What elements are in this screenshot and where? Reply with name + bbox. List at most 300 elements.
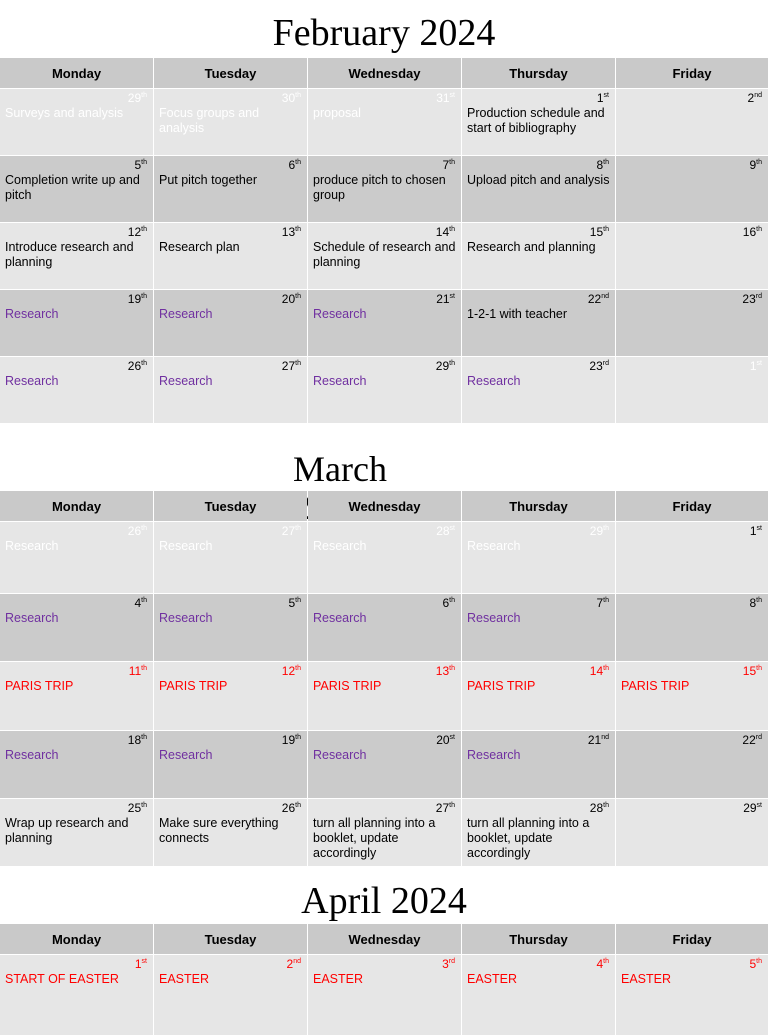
day-number	[282, 292, 301, 306]
day-number-value: 28	[436, 524, 450, 538]
day-cell[interactable]	[616, 662, 768, 730]
day-number	[750, 359, 762, 373]
day-event-text: Research	[313, 539, 367, 553]
day-number-value: 7	[442, 158, 450, 172]
day-event-text: Research	[5, 611, 59, 625]
day-cell[interactable]	[154, 522, 307, 593]
day-cell[interactable]	[0, 594, 153, 661]
day-event-text: Research	[313, 374, 367, 388]
day-number	[282, 664, 301, 678]
day-event-text: PARIS TRIP	[467, 679, 536, 693]
weekday-header-monday: Monday	[0, 58, 153, 88]
weekday-header-wednesday: Wednesday	[308, 58, 461, 88]
day-number	[282, 225, 301, 239]
calendar-march	[0, 491, 768, 866]
day-number-value: 21	[587, 733, 602, 747]
day-number-suffix: nd	[293, 958, 301, 965]
day-number-suffix: th	[603, 597, 609, 604]
day-cell[interactable]	[154, 955, 307, 1035]
day-cell[interactable]	[616, 156, 768, 222]
day-number	[749, 158, 762, 172]
day-cell[interactable]	[308, 799, 461, 866]
day-number	[288, 158, 301, 172]
day-cell[interactable]	[154, 156, 307, 222]
day-number	[134, 158, 147, 172]
day-number-value: 18	[127, 733, 142, 747]
day-number-value: 1	[749, 359, 757, 373]
day-number	[282, 801, 301, 815]
day-number-suffix: st	[603, 92, 609, 99]
day-cell[interactable]	[0, 223, 153, 289]
day-event-text: EASTER	[467, 972, 518, 986]
day-cell[interactable]	[616, 223, 768, 289]
day-number-value: 20	[436, 733, 450, 747]
weekday-header-friday: Friday	[616, 58, 768, 88]
month-title-march-text: March	[293, 449, 387, 489]
day-number-value: 26	[127, 359, 142, 373]
day-cell[interactable]	[308, 955, 461, 1035]
weekday-header-monday: Monday	[0, 491, 153, 521]
day-number-value: 8	[596, 158, 604, 172]
day-cell[interactable]	[462, 156, 615, 222]
weekday-header-wednesday: Wednesday	[308, 924, 461, 954]
day-cell[interactable]	[154, 357, 307, 423]
week-row	[0, 156, 768, 222]
day-cell[interactable]	[462, 522, 615, 593]
day-number-suffix: th	[141, 293, 147, 300]
day-event-text: Wrap up research and planning	[5, 816, 129, 845]
day-cell[interactable]	[0, 156, 153, 222]
day-number-suffix: th	[756, 597, 762, 604]
day-cell[interactable]	[462, 662, 615, 730]
calendar-april	[0, 924, 768, 1035]
day-number-suffix: rd	[602, 360, 609, 367]
day-number	[589, 359, 609, 373]
day-number-suffix: rd	[755, 293, 762, 300]
day-number-suffix: th	[603, 226, 609, 233]
day-cell[interactable]	[154, 290, 307, 356]
day-number-value: 28	[589, 801, 604, 815]
day-event-text: Research	[313, 307, 367, 321]
day-event-text: Put pitch together	[159, 173, 257, 187]
day-number-suffix: th	[295, 360, 301, 367]
day-number-value: 13	[281, 225, 296, 239]
day-number	[128, 91, 147, 105]
day-number	[436, 359, 455, 373]
day-number-suffix: st	[449, 734, 455, 741]
day-number-value: 6	[442, 596, 450, 610]
day-number-value: 15	[589, 225, 604, 239]
day-cell[interactable]	[0, 89, 153, 155]
day-event-text: PARIS TRIP	[5, 679, 74, 693]
day-cell[interactable]	[308, 522, 461, 593]
day-cell[interactable]	[154, 662, 307, 730]
day-cell[interactable]	[462, 357, 615, 423]
day-number-value: 14	[589, 664, 604, 678]
day-number	[590, 664, 609, 678]
day-cell[interactable]	[0, 662, 153, 730]
day-number	[128, 524, 147, 538]
day-event-text: PARIS TRIP	[313, 679, 382, 693]
day-cell[interactable]	[308, 594, 461, 661]
day-number	[436, 801, 455, 815]
day-number	[128, 801, 147, 815]
weekday-header-row	[0, 58, 768, 88]
day-cell[interactable]	[462, 955, 615, 1035]
day-number-suffix: nd	[754, 92, 762, 99]
weekday-header-tuesday: Tuesday	[154, 924, 307, 954]
day-event-text: Research	[159, 539, 213, 553]
day-number-value: 22	[742, 733, 756, 747]
weekday-header-thursday: Thursday	[462, 924, 615, 954]
weekday-header-monday: Monday	[0, 924, 153, 954]
day-event-text: PARIS TRIP	[159, 679, 228, 693]
day-number	[750, 524, 762, 538]
day-cell[interactable]	[616, 357, 768, 423]
day-number	[749, 596, 762, 610]
day-number-value: 23	[742, 292, 756, 306]
day-number-suffix: st	[449, 293, 455, 300]
day-event-text: START OF EASTER	[5, 972, 119, 986]
day-cell[interactable]	[0, 731, 153, 798]
day-number-suffix: th	[756, 665, 762, 672]
day-number	[590, 524, 609, 538]
day-cell[interactable]	[462, 223, 615, 289]
day-number	[743, 225, 762, 239]
day-number	[596, 957, 609, 971]
day-number	[282, 91, 301, 105]
day-event-text: Research	[467, 374, 521, 388]
day-cell[interactable]	[462, 290, 615, 356]
day-number-value: 31	[436, 91, 450, 105]
day-event-text: Research and planning	[467, 240, 596, 254]
day-cell[interactable]	[462, 594, 615, 661]
day-number-value: 29	[743, 801, 757, 815]
day-cell[interactable]	[616, 594, 768, 661]
weekday-header-row	[0, 924, 768, 954]
day-number-suffix: th	[295, 597, 301, 604]
day-number	[749, 957, 762, 971]
day-number-value: 5	[749, 957, 757, 971]
day-number	[288, 596, 301, 610]
day-number-value: 6	[288, 158, 296, 172]
day-cell[interactable]	[462, 731, 615, 798]
day-number-suffix: th	[756, 958, 762, 965]
day-number	[128, 292, 147, 306]
day-number-suffix: st	[756, 802, 762, 809]
day-event-text: EASTER	[313, 972, 364, 986]
day-number	[287, 957, 301, 971]
day-number-suffix: th	[295, 525, 301, 532]
day-number	[743, 801, 762, 815]
day-event-text: Production schedule and start of bibliography	[467, 106, 605, 135]
day-number-value: 25	[127, 801, 142, 815]
week-row	[0, 955, 768, 1035]
week-row	[0, 594, 768, 661]
day-cell[interactable]	[616, 955, 768, 1035]
weekday-header-tuesday: Tuesday	[154, 491, 307, 521]
day-number-value: 16	[742, 225, 757, 239]
calendar-february	[0, 58, 768, 423]
day-cell[interactable]	[0, 799, 153, 866]
day-event-text: turn all planning into a booklet, update accordingly	[467, 816, 590, 860]
day-number-value: 30	[281, 91, 296, 105]
day-number-value: 21	[436, 292, 450, 306]
day-number-value: 1	[749, 524, 757, 538]
day-number-value: 29	[127, 91, 142, 105]
day-number-suffix: th	[603, 802, 609, 809]
day-number-suffix: th	[141, 360, 147, 367]
day-event-text: Make sure everything connects	[159, 816, 279, 845]
day-number-suffix: st	[141, 958, 147, 965]
day-number-suffix: th	[756, 226, 762, 233]
week-row	[0, 290, 768, 356]
day-number	[588, 733, 609, 747]
week-row	[0, 357, 768, 423]
day-number-suffix: th	[141, 159, 147, 166]
day-number-value: 4	[596, 957, 604, 971]
day-event-text: PARIS TRIP	[621, 679, 690, 693]
day-event-text: Research	[5, 374, 59, 388]
day-number-suffix: st	[449, 92, 455, 99]
day-event-text: Research	[5, 307, 59, 321]
day-number-suffix: th	[141, 226, 147, 233]
day-number-suffix: th	[141, 92, 147, 99]
day-cell[interactable]	[616, 89, 768, 155]
day-number-suffix: th	[449, 226, 455, 233]
day-cell[interactable]	[0, 955, 153, 1035]
day-number-value: 12	[127, 225, 142, 239]
day-cell[interactable]	[308, 731, 461, 798]
day-number	[436, 524, 455, 538]
day-number-suffix: st	[756, 525, 762, 532]
day-event-text: Research	[5, 748, 59, 762]
week-row	[0, 662, 768, 730]
day-number	[134, 596, 147, 610]
day-number	[742, 292, 762, 306]
day-number	[282, 733, 301, 747]
day-number-value: 8	[749, 596, 757, 610]
day-number-value: 27	[281, 524, 296, 538]
day-event-text: Research	[159, 611, 213, 625]
month-title-april: April 2024	[301, 880, 467, 922]
day-number	[442, 158, 455, 172]
day-cell[interactable]	[462, 799, 615, 866]
day-event-text: Surveys and analysis	[5, 106, 124, 120]
week-row	[0, 522, 768, 593]
day-cell[interactable]	[616, 799, 768, 866]
day-cell[interactable]	[616, 522, 768, 593]
day-event-text: Completion write up and pitch	[5, 173, 140, 202]
day-number-suffix: rd	[448, 958, 455, 965]
day-number-suffix: th	[603, 159, 609, 166]
day-number-value: 5	[134, 158, 142, 172]
day-number-value: 1	[134, 957, 142, 971]
day-event-text: Research	[313, 748, 367, 762]
day-cell[interactable]	[154, 731, 307, 798]
week-row	[0, 89, 768, 155]
day-number-value: 19	[127, 292, 142, 306]
day-cell[interactable]	[154, 799, 307, 866]
day-number	[596, 158, 609, 172]
day-number-suffix: th	[295, 293, 301, 300]
day-number	[597, 91, 609, 105]
day-number	[442, 957, 455, 971]
day-number-suffix: th	[449, 159, 455, 166]
day-number-suffix: nd	[601, 293, 609, 300]
day-event-text: Research	[5, 539, 59, 553]
day-cell[interactable]	[308, 290, 461, 356]
day-number-suffix: rd	[755, 734, 762, 741]
day-number-suffix: th	[141, 597, 147, 604]
day-cell[interactable]	[616, 290, 768, 356]
day-number-value: 20	[281, 292, 296, 306]
day-number-value: 2	[286, 957, 294, 971]
day-number	[436, 225, 455, 239]
day-number-suffix: th	[141, 802, 147, 809]
day-number-suffix: th	[756, 159, 762, 166]
day-number-suffix: th	[141, 665, 147, 672]
day-event-text: Research	[467, 539, 521, 553]
day-event-text: Research	[159, 307, 213, 321]
day-number-value: 1	[596, 91, 604, 105]
day-number-value: 15	[742, 664, 757, 678]
day-number-value: 3	[442, 957, 449, 971]
day-event-text: Research	[467, 748, 521, 762]
day-number	[590, 225, 609, 239]
day-event-text: proposal	[313, 106, 361, 120]
day-event-text: turn all planning into a booklet, update accordingly	[313, 816, 436, 860]
day-number-suffix: th	[141, 525, 147, 532]
day-event-text: produce pitch to chosen group	[313, 173, 446, 202]
day-number-suffix: th	[603, 525, 609, 532]
day-number-value: 23	[589, 359, 603, 373]
day-number-value: 9	[749, 158, 757, 172]
day-number-value: 4	[134, 596, 142, 610]
day-number-value: 27	[281, 359, 296, 373]
day-number-value: 29	[589, 524, 604, 538]
day-number-value: 22	[587, 292, 602, 306]
day-number-suffix: th	[449, 665, 455, 672]
day-number-suffix: th	[295, 665, 301, 672]
day-number-value: 14	[435, 225, 450, 239]
day-event-text: EASTER	[159, 972, 210, 986]
day-event-text: Research	[467, 611, 521, 625]
day-number-value: 2	[747, 91, 755, 105]
day-cell[interactable]	[308, 662, 461, 730]
day-event-text: Research plan	[159, 240, 240, 254]
day-number-value: 13	[435, 664, 450, 678]
day-event-text: Research	[159, 374, 213, 388]
day-number	[742, 733, 762, 747]
day-number	[282, 359, 301, 373]
day-number-suffix: th	[603, 665, 609, 672]
weekday-header-thursday: Thursday	[462, 58, 615, 88]
week-row	[0, 799, 768, 866]
day-number-suffix: th	[603, 958, 609, 965]
day-event-text: Research	[159, 748, 213, 762]
weekday-header-tuesday: Tuesday	[154, 58, 307, 88]
day-number-suffix: th	[449, 802, 455, 809]
day-number	[129, 664, 147, 678]
day-number	[436, 733, 455, 747]
day-number-suffix: th	[295, 226, 301, 233]
weekday-header-row	[0, 491, 768, 521]
day-number-value: 5	[288, 596, 296, 610]
day-cell[interactable]	[0, 522, 153, 593]
day-number-suffix: th	[295, 159, 301, 166]
day-event-text: Introduce research and planning	[5, 240, 134, 269]
day-cell[interactable]	[0, 357, 153, 423]
day-event-text: 1-2-1 with teacher	[467, 307, 568, 321]
month-title-february: February 2024	[272, 12, 496, 54]
day-number	[590, 801, 609, 815]
day-number-suffix: th	[449, 597, 455, 604]
week-row	[0, 731, 768, 798]
day-number	[588, 292, 609, 306]
day-event-text: EASTER	[621, 972, 672, 986]
week-row	[0, 223, 768, 289]
day-number-value: 26	[127, 524, 142, 538]
weekday-header-thursday: Thursday	[462, 491, 615, 521]
weekday-header-wednesday: Wednesday	[308, 491, 461, 521]
day-number	[436, 664, 455, 678]
day-number-value: 26	[281, 801, 296, 815]
day-cell[interactable]	[308, 89, 461, 155]
day-event-text: Focus groups and analysis	[159, 106, 260, 135]
day-number-suffix: th	[449, 360, 455, 367]
day-number	[596, 596, 609, 610]
day-cell[interactable]	[462, 89, 615, 155]
day-number	[436, 91, 455, 105]
day-number	[442, 596, 455, 610]
day-number-value: 11	[128, 664, 142, 678]
day-number-suffix: nd	[601, 734, 609, 741]
day-number-suffix: st	[756, 360, 762, 367]
day-number	[128, 359, 147, 373]
day-number	[282, 524, 301, 538]
day-cell[interactable]	[154, 594, 307, 661]
day-number-suffix: th	[295, 802, 301, 809]
day-number	[135, 957, 147, 971]
day-number-value: 12	[281, 664, 296, 678]
day-cell[interactable]	[154, 89, 307, 155]
day-event-text: Research	[313, 611, 367, 625]
day-number	[128, 225, 147, 239]
day-number-suffix: th	[141, 734, 147, 741]
day-number-value: 7	[596, 596, 604, 610]
day-cell[interactable]	[308, 156, 461, 222]
day-cell[interactable]	[154, 223, 307, 289]
weekday-header-friday: Friday	[616, 491, 768, 521]
day-number	[436, 292, 455, 306]
day-number-value: 19	[281, 733, 296, 747]
weekday-header-friday: Friday	[616, 924, 768, 954]
day-cell[interactable]	[616, 731, 768, 798]
day-cell[interactable]	[0, 290, 153, 356]
day-event-text: Upload pitch and analysis	[467, 173, 610, 187]
day-event-text: Schedule of research and planning	[313, 240, 456, 269]
day-number	[743, 664, 762, 678]
day-cell[interactable]	[308, 223, 461, 289]
day-number-suffix: th	[295, 734, 301, 741]
day-number-value: 27	[435, 801, 450, 815]
day-number	[128, 733, 147, 747]
day-number	[748, 91, 762, 105]
day-number-value: 29	[435, 359, 450, 373]
day-cell[interactable]	[308, 357, 461, 423]
day-number-suffix: st	[449, 525, 455, 532]
